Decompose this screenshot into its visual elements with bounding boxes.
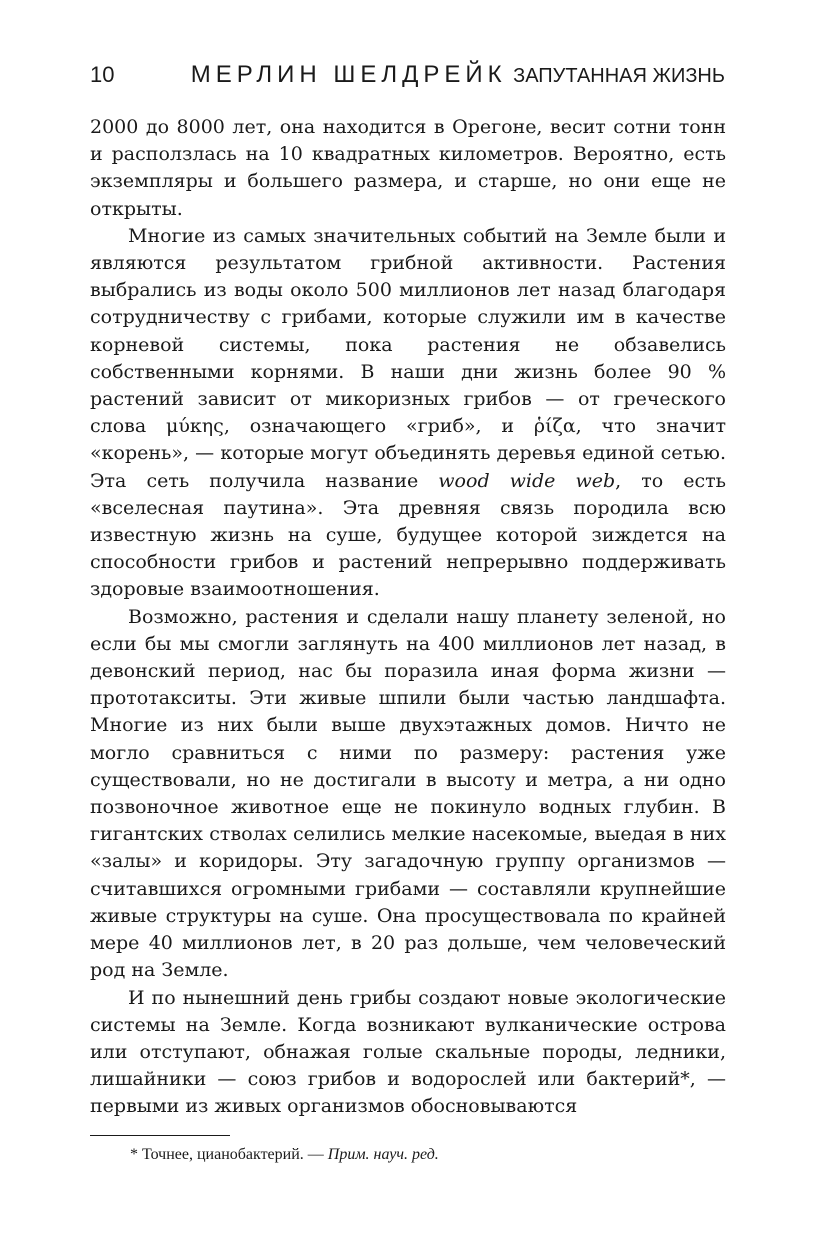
paragraph-2-text-start: Многие из самых значительных событий на Земле были и являются результатом грибной активности. Растения выбрались из воды около 500 миллионов лет назад благодаря сотрудничеству с грибами, которые служили им в качестве корневой системы, пока растения не обзавелись собственными корнями. В наши дни жизнь более 90 % растений зависит от микоризных грибов — от греческого слова μύκης, означающего «гриб», и ῥίζα, что значит «корень», — которые могут объединять деревья единой сетью. Эта сеть получила название bbox=[90, 224, 726, 492]
paragraph-2-italic-term: wood wide web bbox=[438, 469, 616, 492]
body-text bbox=[90, 114, 726, 1121]
page-number: 10 bbox=[90, 62, 115, 87]
running-author: МЕРЛИН ШЕЛДРЕЙК bbox=[190, 61, 507, 88]
running-title bbox=[191, 58, 725, 95]
footnote-divider bbox=[90, 1135, 230, 1136]
running-head bbox=[90, 58, 725, 92]
paragraph-2 bbox=[90, 223, 726, 604]
footnote bbox=[130, 1144, 439, 1166]
paragraph-1: 2000 до 8000 лет, она находится в Орегоне, весит сотни тонн и расползлась на 10 квадратных километров. Вероятно, есть экземпляры и большего размера, и старше, но они еще не открыты. bbox=[90, 116, 726, 220]
footnote-text: * Точнее, цианобактерий. — bbox=[130, 1146, 328, 1163]
paragraph-2-text-end: , то есть «вселесная паутина». Эта древняя связь породила всю известную жизнь на суше, будущее которой зиждется на способности грибов и растений непрерывно поддерживать здоровые взаимоотношения. bbox=[90, 469, 726, 601]
running-book-title: ЗАПУТАННАЯ ЖИЗНЬ bbox=[513, 65, 725, 87]
paragraph-4: И по нынешний день грибы создают новые экологические системы на Земле. Когда возникают вулканические острова или отступают, обнажая голые скальные породы, ледники, лишайники — союз грибов и водорослей или бактерий*, — первыми из живых организмов обосновываются bbox=[90, 986, 726, 1118]
paragraph-3: Возможно, растения и сделали нашу планету зеленой, но если бы мы смогли заглянуть на 400 миллионов лет назад, в девонский период, нас бы поразила иная форма жизни — прототакситы. Эти живые шпили были частью ландшафта. Многие из них были выше двухэтажных домов. Ничто не могло сравниться с ними по размеру: растения уже существовали, но не достигали в высоту и метра, а ни одно позвоночное животное еще не покинуло водных глубин. В гигантских стволах селились мелкие насекомые, выедая в них «залы» и коридоры. Эту загадочную группу организмов — считавшихся огромными грибами — составляли крупнейшие живые структуры на суше. Она просуществовала по крайней мере 40 миллионов лет, в 20 раз дольше, чем человеческий род на Земле. bbox=[90, 605, 726, 982]
footnote-editor-note: Прим. науч. ред. bbox=[327, 1146, 439, 1163]
